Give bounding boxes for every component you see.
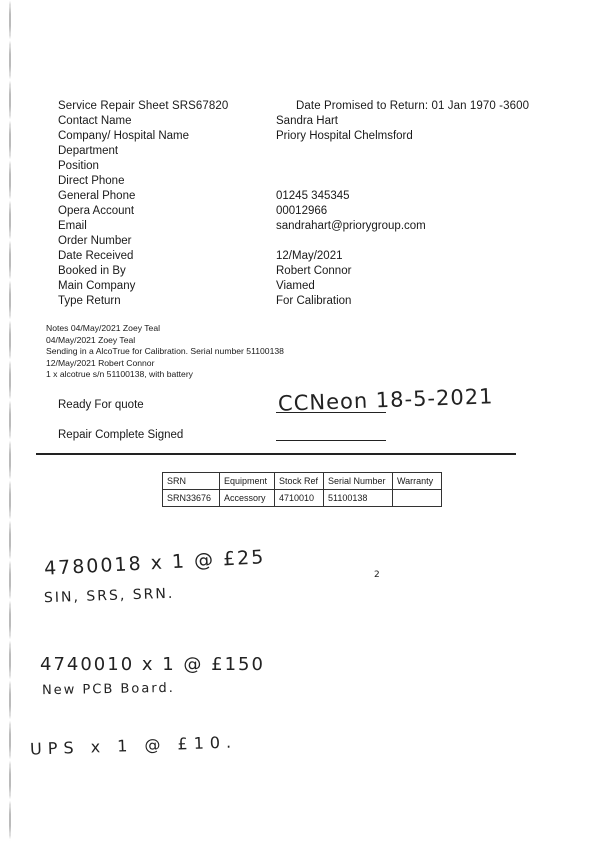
field-row xyxy=(58,145,578,160)
ready-for-quote-label: Ready For quote xyxy=(58,399,144,411)
field-row xyxy=(58,175,578,190)
note-line: 12/May/2021 Robert Connor xyxy=(46,357,155,368)
notes-block xyxy=(46,323,284,381)
field-label: Position xyxy=(58,160,99,172)
handwritten-line-1: 4780018 x 1 @ £25 xyxy=(43,546,266,580)
header-srn: SRN xyxy=(163,473,220,490)
field-value: Sandra Hart xyxy=(276,115,339,127)
note-line: Notes 04/May/2021 Zoey Teal xyxy=(46,323,161,333)
handwritten-line-3: 4740010 x 1 @ £150 xyxy=(40,654,265,675)
field-row xyxy=(58,160,578,175)
field-value: sandrahart@priorygroup.com xyxy=(276,220,426,232)
repair-complete-label: Repair Complete Signed xyxy=(58,429,184,441)
cell-warranty xyxy=(393,490,442,507)
header-stock-ref: Stock Ref xyxy=(275,473,324,490)
field-value: 01245 345345 xyxy=(276,190,350,202)
header-serial-number: Serial Number xyxy=(324,473,393,490)
field-row xyxy=(58,280,578,295)
header-equipment: Equipment xyxy=(220,473,275,490)
field-row xyxy=(58,235,578,250)
cell-equipment: Accessory xyxy=(220,490,275,507)
handwritten-line-5: UPS x 1 @ £10. xyxy=(29,732,238,759)
field-row xyxy=(58,295,578,310)
field-row xyxy=(58,130,578,145)
field-value: Priory Hospital Chelmsford xyxy=(276,130,413,142)
ready-signature: CCNeon 18-5-2021 xyxy=(277,384,494,416)
header-warranty: Warranty xyxy=(393,473,442,490)
field-value: Viamed xyxy=(276,280,315,292)
field-row xyxy=(58,265,578,280)
field-row xyxy=(58,115,578,130)
field-label: Direct Phone xyxy=(58,175,125,187)
field-row xyxy=(58,250,578,265)
section-divider xyxy=(36,453,516,455)
cell-stock-ref: 4710010 xyxy=(275,490,324,507)
date-promised: Date Promised to Return: 01 Jan 1970 -3600 xyxy=(296,100,530,112)
ready-signature-line xyxy=(276,412,386,413)
srn-table xyxy=(162,472,442,507)
field-value: 12/May/2021 xyxy=(276,250,343,262)
field-row xyxy=(58,220,578,235)
complete-signature-line xyxy=(276,440,386,441)
handwritten-line-4: New PCB Board. xyxy=(41,680,175,699)
field-label: Company/ Hospital Name xyxy=(58,130,190,142)
cell-srn: SRN33676 xyxy=(163,490,220,507)
field-label: Department xyxy=(58,145,119,157)
cell-serial-number: 51100138 xyxy=(324,490,393,507)
field-row xyxy=(58,205,578,220)
field-row xyxy=(58,190,578,205)
note-line: 1 x alcotrue s/n 51100138, with battery xyxy=(46,369,193,379)
scan-edge-dots xyxy=(9,0,11,841)
note-line: 04/May/2021 Zoey Teal xyxy=(46,334,136,345)
field-label: Opera Account xyxy=(58,205,135,217)
field-label: General Phone xyxy=(58,190,136,202)
field-label: Booked in By xyxy=(58,265,126,277)
note-line: Sending in a AlcoTrue for Calibration. Serial number 51100138 xyxy=(46,346,284,356)
field-label: Date Received xyxy=(58,250,134,262)
field-label: Main Company xyxy=(58,280,136,292)
table-row xyxy=(163,490,442,507)
field-label: Order Number xyxy=(58,235,132,247)
table-header-row xyxy=(163,473,442,490)
field-value: Robert Connor xyxy=(276,265,352,277)
field-label: Type Return xyxy=(58,295,121,307)
handwritten-mark: 2 xyxy=(374,570,380,580)
field-value: 00012966 xyxy=(276,205,328,217)
handwritten-line-2: SIN, SRS, SRN. xyxy=(43,585,175,607)
field-label: Email xyxy=(58,220,87,232)
field-value: For Calibration xyxy=(276,295,352,307)
field-label: Contact Name xyxy=(58,115,132,127)
sheet-title: Service Repair Sheet SRS67820 xyxy=(58,100,229,112)
